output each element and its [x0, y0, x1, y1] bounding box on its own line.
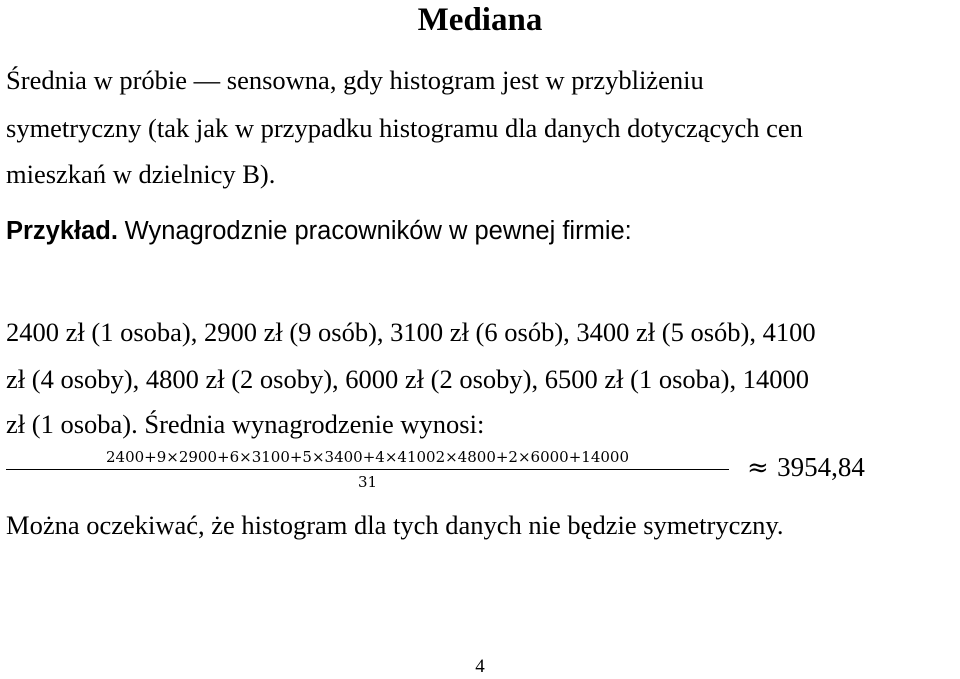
fraction-denominator: 31: [357, 473, 378, 492]
approximation: [747, 450, 865, 485]
conclusion-line: Można oczekiwać, że histogram dla tych danych nie będzie symetryczny.: [6, 510, 784, 540]
slide-title: Mediana: [417, 2, 543, 38]
example-paragraph: [6, 214, 632, 247]
page-number: 4: [475, 656, 485, 677]
fraction-bar: [6, 469, 729, 470]
data-line-2: zł (4 osoby), 4800 zł (2 osoby), 6000 zł (2 osoby), 6500 zł (1 osoba), 14000: [6, 364, 809, 394]
example-label: Przykład.: [6, 217, 118, 245]
fraction: [6, 446, 729, 492]
fraction-numerator: 2400+9×2900+6×3100+5×3400+4×41002×4800+2×6000+14000: [105, 448, 629, 466]
approx-symbol: ≈: [747, 453, 769, 483]
data-line-3: zł (1 osoba). Średnia wynagrodzenie wynosi:: [6, 409, 485, 439]
mean-result: 3954,84: [777, 452, 865, 482]
example-text: Wynagrodznie pracowników w pewnej firmie:: [124, 217, 632, 245]
intro-line-3: mieszkań w dzielnicy B).: [6, 159, 276, 189]
data-line-1: 2400 zł (1 osoba), 2900 zł (9 osób), 3100 zł (6 osób), 3400 zł (5 osób), 4100: [6, 317, 816, 347]
intro-line-2: symetryczny (tak jak w przypadku histogramu dla danych dotyczących cen: [6, 113, 803, 143]
mean-formula: [6, 446, 906, 496]
intro-line-1: Średnia w próbie — sensowna, gdy histogram jest w przybliżeniu: [6, 65, 704, 95]
